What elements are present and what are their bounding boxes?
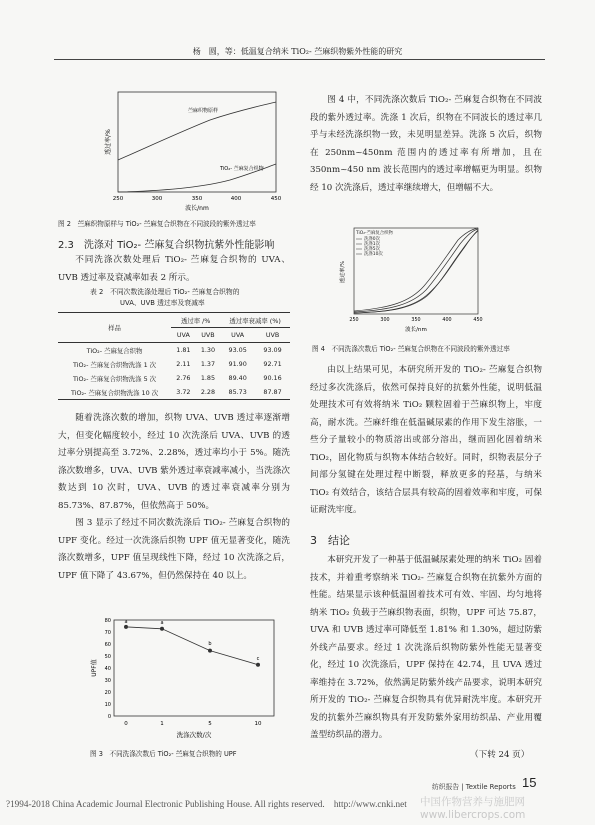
table-cell: TiO₂- 苎麻复合织物洗涤 1 次: [73, 360, 157, 369]
table-cell: 93.05: [228, 346, 247, 354]
fig3-ytick: 10: [104, 702, 111, 708]
fig3-xtick: 0: [124, 721, 128, 727]
fig3-xtick: 10: [254, 721, 262, 727]
fig2-xtick: 400: [230, 196, 242, 202]
fig3-point: [124, 625, 128, 629]
fig4-legend-item: 洗涤10次: [364, 252, 383, 257]
fig2-xtick: 250: [112, 196, 124, 202]
fig3-xtick: 1: [160, 721, 164, 727]
fig4-legend-item: 洗涤1次: [364, 242, 380, 247]
figure-3-chart: [80, 612, 280, 744]
table-cell: 90.16: [263, 374, 282, 382]
fig2-xtick: 350: [191, 196, 203, 202]
fig4-xlabel: 波长/nm: [405, 327, 427, 333]
table-cell: 2.11: [176, 360, 191, 368]
table-subheader: UVB: [255, 328, 290, 343]
paragraph: 由以上结果可见，本研究所开发的 TiO₂- 苎麻复合织物经过多次洗涤后，依然可保持良好的抗紫外性能，说明低温处理技术可有效将纳米 TiO₂ 颗粒固着于苎麻织物上，牢度高，耐水洗。苎麻纤维在低温碱尿素的作用下发生溶胀，一些分子量较小的物质溶出或部分溶出，继而固化固着纳米 TiO₂，固化物质与织物本体结合较好。同时，织物表层分子间部分氢键在处理过程中断裂，释放更多的羟基，与纳米 TiO₂ 有效结合，该结合层具有较高的固着效率和牢度，可保证耐洗牢度。: [310, 365, 542, 515]
fig3-sig-letter: c: [256, 656, 260, 662]
table-cell: 2.76: [176, 374, 191, 382]
table-cell: 1.30: [200, 346, 216, 354]
running-header: 杨 圆，等：低温复合纳米 TiO₂- 苎麻织物紫外性能的研究: [192, 47, 403, 56]
fig4-xtick: 250: [349, 318, 359, 323]
paragraph: 随着洗涤次数的增加，织物 UVA、UVB 透过率逐渐增大，但变化幅度较小，经过 10 次洗涤后 UVA、UVB 的透过率分别提高至 3.72%、2.28%，透过率均小于 5%。随洗涤次数增多，UVA、UVB 紫外透过率衰减率减小，当洗涤次数达到 10 次时，UVA、UVB 的透过率衰减率分别为 85.73%、87.87%，但依然高于 50%。: [58, 413, 290, 511]
journal-footer: 纺织报告 | Textile Reports: [432, 783, 516, 791]
fig3-ytick: 0: [107, 714, 111, 720]
table-cell: 2.28: [200, 388, 216, 396]
table-row: [58, 371, 290, 385]
fig3-ytick: 80: [104, 618, 111, 624]
fig2-xtick: 450: [270, 196, 282, 202]
table-cell: 93.09: [263, 346, 282, 354]
paragraph: 不同洗涤次数处理后 TiO₂- 苎麻复合织物的 UVA、UVB 透过率及衰减率如表 2 所示。: [58, 255, 290, 283]
fig3-sig-letter: a: [160, 620, 164, 626]
header-rule: [54, 59, 545, 60]
fig3-ytick: 70: [104, 630, 111, 636]
fig4-legend-item: 洗涤0次: [364, 237, 380, 242]
paragraph: 图 3 显示了经过不同次数洗涤后 TiO₂- 苎麻复合织物的 UPF 变化。经过一次洗涤后织物 UPF 值无显著变化，随洗涤次数增多，UPF 值呈现线性下降，经过 10 次洗涤之后，UPF 值下降了 43.67%，但仍然保持在 40 以上。: [58, 518, 290, 581]
fig2-caption: 图 2 苎麻织物原样与 TiO₂- 苎麻复合织物在不同波段的紫外透过率: [58, 220, 256, 228]
table-cell: TiO₂- 苎麻复合织物洗涤 5 次: [73, 374, 157, 383]
fig4-legend-item: 洗涤5次: [364, 247, 380, 252]
fig4-ylabel: 透过率/%: [340, 260, 346, 284]
table-cell: TiO₂- 苎麻复合织物: [86, 346, 143, 355]
table-row: [58, 385, 290, 400]
table-row: [58, 343, 290, 358]
table-row: [58, 357, 290, 371]
table-header: 样品: [58, 313, 171, 343]
figure-2-chart: [80, 88, 280, 216]
paragraph: 本研究开发了一种基于低温碱尿素处理的纳米 TiO₂ 固着技术，并着重考察纳米 TiO₂- 苎麻复合织物在抗紫外方面的性能。结果显示该种低温固着技术可有效、牢固、均匀地将纳米 TiO₂ 负载于苎麻织物表面，织物，UPF 可达 75.87，UVA 和 UVB 透过率可降低至 1.81% 和 1.30%，超过防紫外线产品要求。经过 1 次洗涤后织物防紫外性能无显著变化，经过 10 次洗涤后，UPF 保持在 42.74，且 UVA 透过率维持在 3.72%，依然满足防紫外线产品要求，说明本研究所开发的 TiO₂- 苎麻复合织物具有优异耐洗牢度。本研究开发的抗紫外苎麻织物具有开发防紫外家用纺织品、产业用覆盖型纺织品的潜力。: [310, 555, 542, 740]
table-header: 透过率 /%: [171, 313, 220, 328]
table-cell: 87.87: [263, 388, 282, 396]
page-number: 15: [522, 775, 537, 790]
table-cell: TiO₂- 苎麻复合织物洗涤 10 次: [70, 388, 159, 397]
table-cell: 3.72: [176, 388, 191, 396]
fig3-ylabel: UPF值: [91, 659, 98, 677]
table-cell: 1.85: [200, 374, 216, 382]
fig4-legend-title: TiO₂-苎麻复合织物: [356, 231, 393, 236]
fig3-ytick: 50: [104, 654, 111, 660]
fig3-ytick: 40: [104, 666, 111, 672]
table-subheader: UVA: [220, 328, 255, 343]
fig3-xtick: 5: [208, 721, 212, 727]
fig2-curve2-label: TiO₂- 苎麻复合织物: [220, 166, 264, 172]
continued-note: （下转 24 页）: [470, 750, 530, 760]
table-cell: 1.81: [176, 346, 191, 354]
table-cell: 1.37: [200, 360, 216, 368]
fig3-point: [256, 663, 260, 667]
fig4-xtick: 300: [380, 318, 390, 323]
fig3-sig-letter: a: [124, 619, 128, 625]
table-cell: 85.73: [228, 388, 247, 396]
fig3-caption: 图 3 不同洗涤次数后 TiO₂- 苎麻复合织物的 UPF: [90, 750, 237, 758]
section-2-3-title: 2.3 洗涤对 TiO₂- 苎麻复合织物抗紫外性能影响: [58, 240, 275, 251]
table-header: 透过率衰减率 (%): [220, 313, 290, 328]
fig2-ylabel: 透过率/%: [105, 129, 112, 155]
fig4-caption: 图 4 不同洗涤次数后 TiO₂- 苎麻复合织物在不同波段的紫外透过率: [312, 345, 510, 353]
figure-4-chart: [332, 222, 482, 338]
fig3-point: [208, 649, 212, 653]
fig4-xtick: 350: [411, 318, 421, 323]
table-subheader: UVB: [196, 328, 221, 343]
fig2-curve1-label: 苎麻织物原样: [188, 108, 219, 114]
fig3-ytick: 20: [104, 690, 111, 696]
fig4-xtick: 400: [442, 318, 452, 323]
watermark: 中国作物营养与施肥网 www.libercrops.com: [420, 796, 536, 821]
fig2-xlabel: 波长/nm: [185, 205, 209, 212]
section-3-title: 3 结论: [310, 534, 350, 547]
fig2-xtick: 300: [151, 196, 163, 202]
fig3-ytick: 60: [104, 642, 111, 648]
fig3-point: [160, 627, 164, 631]
table-cell: 89.40: [228, 374, 247, 382]
fig3-ytick: 30: [104, 678, 111, 684]
fig3-xlabel: 洗涤次数/次: [176, 731, 212, 739]
table2-title-1: 表 2 不同次数洗涤处理后 TiO₂- 苎麻复合织物的: [90, 288, 240, 296]
table-2: [58, 312, 290, 400]
table-subheader: UVA: [171, 328, 196, 343]
table-cell: 91.90: [228, 360, 247, 368]
table-cell: 92.71: [263, 360, 282, 368]
paragraph: 图 4 中，不同洗涤次数后 TiO₂- 苎麻复合织物在不同波段的紫外透过率。洗涤 1 次后，织物在不同波长的透过率几乎与未经洗涤织物一致，未见明显差异。洗涤 5 次后，织物在 250nm~450nm 范围内的透过率有所增加，且在 350nm~450 nm 波长范围内的透过率增幅更为明显。织物经 10 次洗涤后，透过率继续增大，但增幅不大。: [310, 95, 542, 193]
fig3-sig-letter: b: [208, 641, 212, 647]
table2-title-2: UVA、UVB 透过率及衰减率: [120, 299, 205, 307]
fig4-xtick: 450: [473, 318, 483, 323]
copyright-line: ?1994-2018 China Academic Journal Electronic Publishing House. All rights reserved. http://www.cnki.net: [6, 799, 407, 809]
